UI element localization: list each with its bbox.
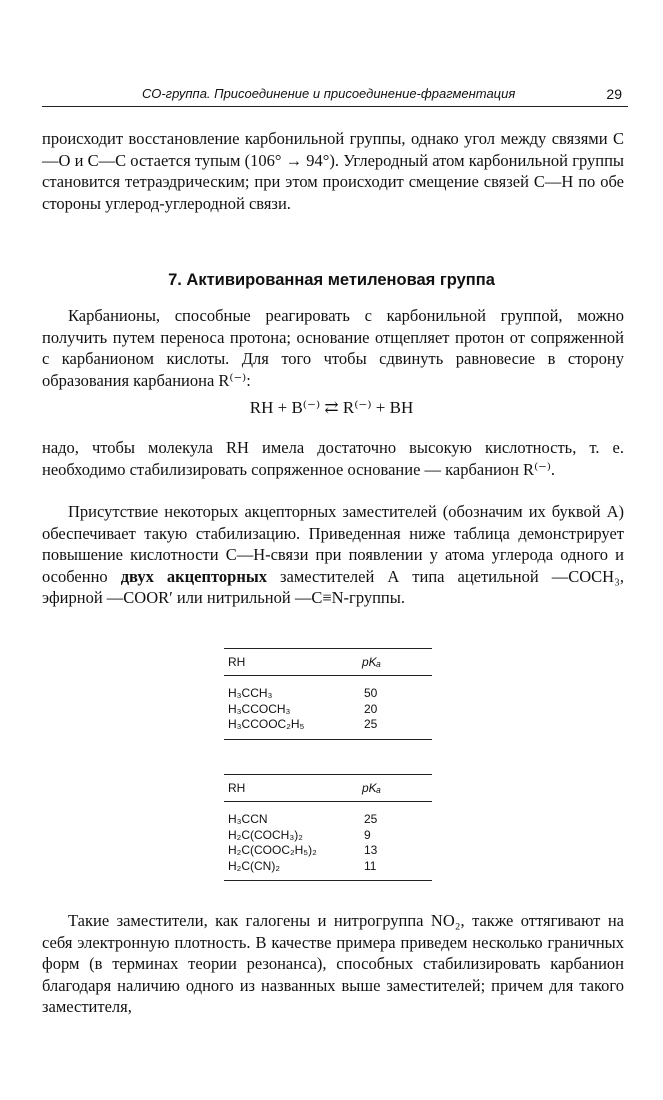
compound-cell: H₂C(COOC₂H₅)₂ xyxy=(228,843,317,857)
table-row xyxy=(224,843,432,859)
table-rule xyxy=(224,880,432,881)
table-header xyxy=(224,655,432,671)
compound-cell: H₂C(COCH₃)₂ xyxy=(228,827,303,842)
section-heading: 7. Активированная метиленовая группа xyxy=(168,271,495,289)
table-rule xyxy=(224,801,432,802)
running-header xyxy=(42,86,628,106)
compound-cell: H₃CCH₃ xyxy=(228,686,273,700)
running-title: СО-группа. Присоединение и присоединение-фрагментация xyxy=(142,86,516,101)
page-number: 29 xyxy=(606,86,622,102)
pka-cell: 20 xyxy=(364,701,378,716)
paragraph-4-start: Присутствие некоторых акцепторных заместителей (обозначим их буквой А) обеспечивает такую стабилизацию. Приведенная ниже таблица демонстрирует повышение кислотности С—Н-связи при появлении у атома углерода одного и особенно xyxy=(42,502,624,586)
table-rule xyxy=(224,648,432,649)
equilibrium-equation: RH + B⁽⁻⁾ ⇄ R⁽⁻⁾ + BH xyxy=(249,398,414,417)
table-row xyxy=(224,859,432,875)
pka-cell: 25 xyxy=(364,717,378,731)
header-rule xyxy=(42,106,628,107)
compound-cell: H₃CCOCH₃ xyxy=(228,701,291,716)
paragraph-2: Карбанионы, способные реагировать с карбонильной группой, можно получить путем переноса протона; основание отщепляет протон от сопряженной с карбанионом кислоты. Для того чтобы сдвинуть равновесие в сторону образования карбаниона R⁽⁻⁾: xyxy=(42,306,624,390)
column-header-pka: pKₐ xyxy=(362,781,381,795)
table-row xyxy=(224,717,432,733)
paragraph-1: происходит восстановление карбонильной группы, однако угол между связями С—O и С—С остается тупым (106° → 94°). Углеродный атом карбонильной группы становится тетраэдрическим; при этом происходит смещение связей С—Н по обе стороны углерод-углеродной связи. xyxy=(42,129,624,213)
table-row xyxy=(224,812,432,828)
paragraph-4-emphasis: двух акцепторных xyxy=(120,566,267,586)
pka-cell: 13 xyxy=(364,843,378,857)
table-header xyxy=(224,781,432,797)
compound-cell: H₃CCOOC₂H₅ xyxy=(228,717,305,731)
paragraph-4 xyxy=(42,501,624,609)
table-row xyxy=(224,828,432,844)
pka-cell: 11 xyxy=(364,858,377,873)
paragraph-3: надо, чтобы молекула RH имела достаточно высокую кислотность, т. е. необходимо стабилизировать сопряженное основание — карбанион R⁽⁻⁾. xyxy=(42,438,624,479)
pka-cell: 50 xyxy=(364,686,378,700)
table-row xyxy=(224,702,432,718)
pka-cell: 9 xyxy=(364,827,371,842)
table-rule xyxy=(224,774,432,775)
column-header-rh: RH xyxy=(228,781,246,795)
table-rule xyxy=(224,675,432,676)
table-rule xyxy=(224,739,432,740)
pka-table-2 xyxy=(224,774,432,881)
compound-cell: H₂C(CN)₂ xyxy=(228,858,280,873)
paragraph-4-end: заместителей А типа ацетильной —COCH₃, эфирной —COOR′ или нитрильной —C≡N-группы. xyxy=(42,566,624,608)
table-row xyxy=(224,686,432,702)
pka-table-1 xyxy=(224,648,432,740)
pka-cell: 25 xyxy=(364,812,378,826)
compound-cell: H₃CCN xyxy=(228,812,268,826)
paragraph-5: Такие заместители, как галогены и нитрогруппа NO₂, также оттягивают на себя электронную плотность. В качестве примера приведем несколько граничных форм (в терминах теории резонанса), способных стабилизировать карбанион благодаря наличию одного из названных выше заместителей; причем для такого заместителя, xyxy=(42,911,624,1017)
column-header-rh: RH xyxy=(228,655,246,669)
column-header-pka: pKₐ xyxy=(362,655,381,669)
